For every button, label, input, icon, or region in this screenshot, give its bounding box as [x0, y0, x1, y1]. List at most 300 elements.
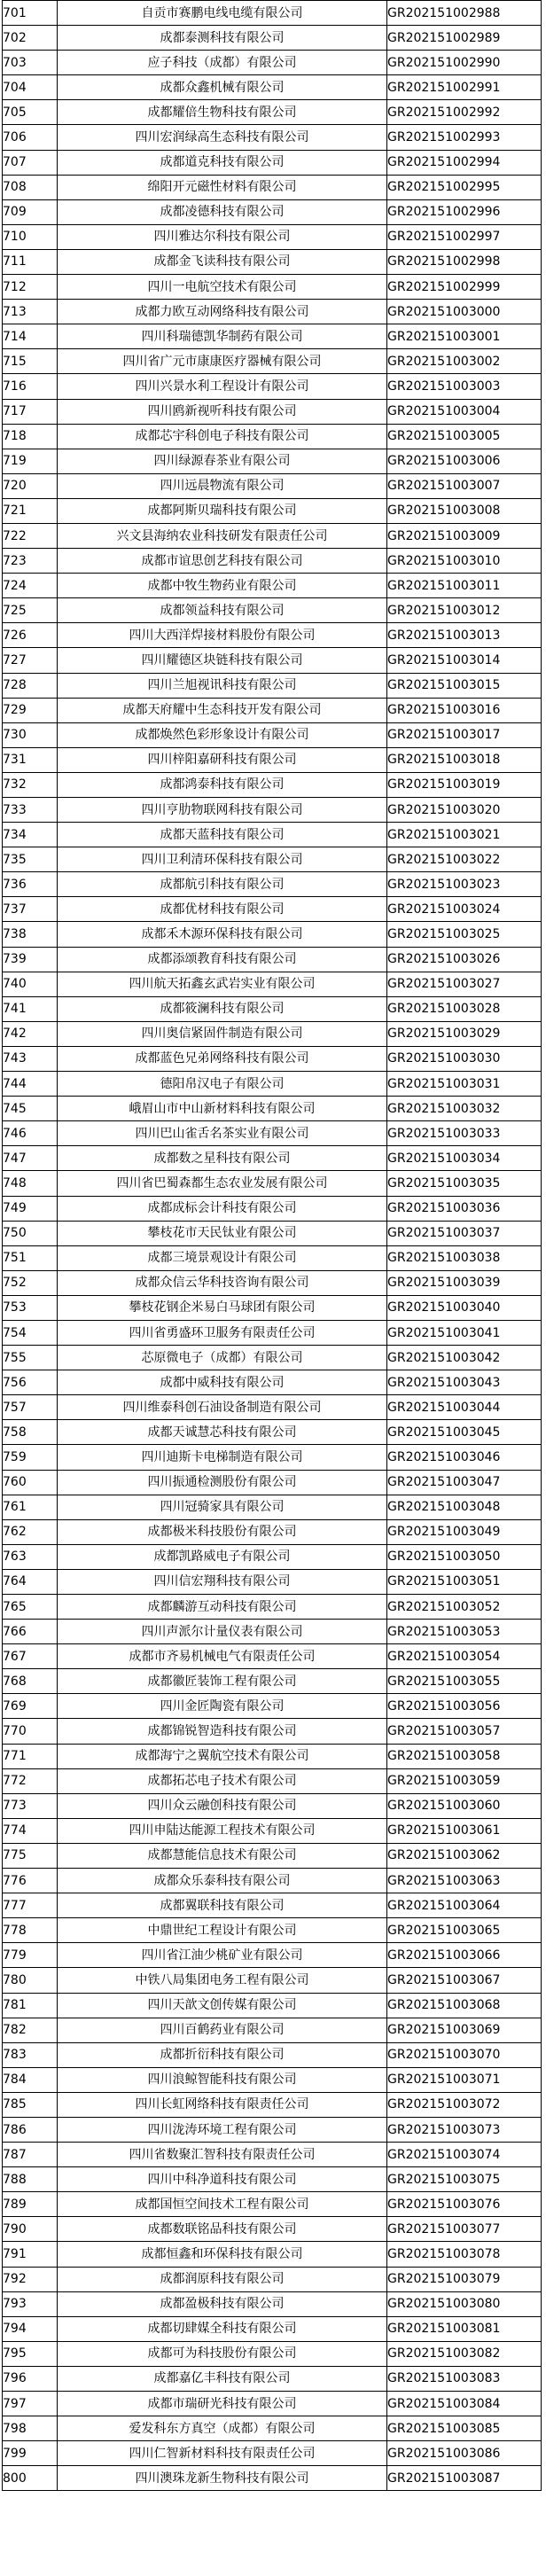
- certificate-number: GR202151003050: [387, 1544, 542, 1569]
- row-number: 724: [3, 574, 58, 598]
- company-name: 成都市齐易机械电气有限责任公司: [58, 1644, 387, 1669]
- certificate-number: GR202151003019: [387, 772, 542, 797]
- company-name: 成都徽匠装饰工程有限公司: [58, 1669, 387, 1694]
- table-row: [3, 1595, 542, 1620]
- row-number: 784: [3, 2067, 58, 2092]
- company-name: 四川浪鲸智能科技有限公司: [58, 2067, 387, 2092]
- row-number: 705: [3, 100, 58, 125]
- certificate-number: GR202151003005: [387, 424, 542, 449]
- table-row: [3, 1295, 542, 1320]
- row-number: 738: [3, 922, 58, 947]
- table-row: [3, 1346, 542, 1370]
- certificate-number: GR202151002999: [387, 275, 542, 300]
- certificate-number: GR202151003062: [387, 1843, 542, 1868]
- row-number: 766: [3, 1620, 58, 1644]
- company-name: 四川众云融创科技有限公司: [58, 1793, 387, 1818]
- certificate-number: GR202151003039: [387, 1270, 542, 1295]
- table-row: [3, 549, 542, 574]
- company-name: 芯原微电子（成都）有限公司: [58, 1346, 387, 1370]
- company-name: 成都凌德科技有限公司: [58, 199, 387, 224]
- company-name: 成都力欧互动网络科技有限公司: [58, 300, 387, 324]
- row-number: 721: [3, 498, 58, 523]
- company-name: 兴文县海纳农业科技研发有限责任公司: [58, 523, 387, 548]
- row-number: 753: [3, 1295, 58, 1320]
- certificate-number: GR202151003044: [387, 1395, 542, 1420]
- certificate-number: GR202151003018: [387, 747, 542, 772]
- table-row: [3, 598, 542, 623]
- table-row: [3, 1420, 542, 1445]
- row-number: 776: [3, 1869, 58, 1893]
- certificate-number: GR202151003048: [387, 1495, 542, 1519]
- certificate-number: GR202151003020: [387, 798, 542, 823]
- company-name: 攀枝花钢企米易白马球团有限公司: [58, 1295, 387, 1320]
- certificate-number: GR202151003060: [387, 1793, 542, 1818]
- table-row: [3, 125, 542, 150]
- certificate-number: GR202151003033: [387, 1121, 542, 1146]
- row-number: 716: [3, 374, 58, 399]
- company-name: 成都极米科技股份有限公司: [58, 1519, 387, 1544]
- row-number: 777: [3, 1893, 58, 1918]
- certificate-number: GR202151003054: [387, 1644, 542, 1669]
- row-number: 750: [3, 1221, 58, 1245]
- certificate-number: GR202151003027: [387, 972, 542, 996]
- certificate-number: GR202151003006: [387, 449, 542, 473]
- certificate-number: GR202151003045: [387, 1420, 542, 1445]
- certificate-number: GR202151003049: [387, 1519, 542, 1544]
- certificate-number: GR202151002991: [387, 75, 542, 100]
- certificate-number: GR202151003043: [387, 1370, 542, 1395]
- certificate-number: GR202151003067: [387, 1968, 542, 1993]
- row-number: 778: [3, 1918, 58, 1943]
- certificate-number: GR202151003073: [387, 2117, 542, 2142]
- company-name: 绵阳开元磁性材料有限公司: [58, 175, 387, 199]
- company-name: 四川亨肋物联网科技有限公司: [58, 798, 387, 823]
- table-row: [3, 324, 542, 349]
- row-number: 736: [3, 872, 58, 897]
- company-name: 四川天歆文创传媒有限公司: [58, 1993, 387, 2018]
- company-name: 成都翼联科技有限公司: [58, 1893, 387, 1918]
- certificate-number: GR202151003085: [387, 2416, 542, 2441]
- row-number: 779: [3, 1943, 58, 1968]
- company-name: 攀枝花市天民钛业有限公司: [58, 1221, 387, 1245]
- row-number: 743: [3, 1046, 58, 1071]
- table-row: [3, 1993, 542, 2018]
- certificate-number: GR202151003038: [387, 1245, 542, 1270]
- row-number: 722: [3, 523, 58, 548]
- row-number: 754: [3, 1320, 58, 1345]
- table-row: [3, 1569, 542, 1594]
- company-name: 四川金匠陶瓷有限公司: [58, 1694, 387, 1719]
- table-row: [3, 996, 542, 1021]
- row-number: 704: [3, 75, 58, 100]
- table-row: [3, 2018, 542, 2042]
- row-number: 758: [3, 1420, 58, 1445]
- row-number: 755: [3, 1346, 58, 1370]
- certificate-number: GR202151003064: [387, 1893, 542, 1918]
- row-number: 769: [3, 1694, 58, 1719]
- certificate-number: GR202151003051: [387, 1569, 542, 1594]
- table-row: [3, 2167, 542, 2192]
- company-name: 成都筱澜科技有限公司: [58, 996, 387, 1021]
- certificate-number: GR202151003075: [387, 2167, 542, 2192]
- table-row: [3, 698, 542, 722]
- row-number: 749: [3, 1196, 58, 1221]
- table-row: [3, 722, 542, 747]
- table-row: [3, 2291, 542, 2316]
- row-number: 729: [3, 698, 58, 722]
- row-number: 761: [3, 1495, 58, 1519]
- company-name: 成都凯路威电子有限公司: [58, 1544, 387, 1569]
- table-row: [3, 1270, 542, 1295]
- certificate-number: GR202151003078: [387, 2242, 542, 2267]
- certificate-number: GR202151003065: [387, 1918, 542, 1943]
- certificate-number: GR202151003030: [387, 1046, 542, 1071]
- certificate-number: GR202151003084: [387, 2392, 542, 2416]
- table-row: [3, 1046, 542, 1071]
- table-row: [3, 1694, 542, 1719]
- company-name: 四川科瑞德凯华制药有限公司: [58, 324, 387, 349]
- certificate-number: GR202151003055: [387, 1669, 542, 1694]
- company-name: 成都道克科技有限公司: [58, 150, 387, 175]
- table-row: [3, 1097, 542, 1121]
- row-number: 765: [3, 1595, 58, 1620]
- company-name: 成都蓝色兄弟网络科技有限公司: [58, 1046, 387, 1071]
- row-number: 767: [3, 1644, 58, 1669]
- company-name: 四川中科净道科技有限公司: [58, 2167, 387, 2192]
- company-name: 成都折衍科技有限公司: [58, 2042, 387, 2067]
- company-name: 四川一电航空技术有限公司: [58, 275, 387, 300]
- table-row: [3, 374, 542, 399]
- row-number: 751: [3, 1245, 58, 1270]
- row-number: 715: [3, 349, 58, 374]
- row-number: 792: [3, 2267, 58, 2291]
- table-row: [3, 1196, 542, 1221]
- table-row: [3, 1818, 542, 1843]
- certificate-number: GR202151003057: [387, 1719, 542, 1744]
- certificate-number: GR202151003041: [387, 1320, 542, 1345]
- row-number: 740: [3, 972, 58, 996]
- table-row: [3, 1544, 542, 1569]
- company-name: 成都三境景观设计有限公司: [58, 1245, 387, 1270]
- table-row: [3, 175, 542, 199]
- certificate-number: GR202151003022: [387, 847, 542, 872]
- certificate-number: GR202151002988: [387, 1, 542, 26]
- company-name: 四川航天拓鑫玄武岩实业有限公司: [58, 972, 387, 996]
- row-number: 775: [3, 1843, 58, 1868]
- company-name: 成都航引科技有限公司: [58, 872, 387, 897]
- company-name: 成都盈极科技有限公司: [58, 2291, 387, 2316]
- row-number: 703: [3, 51, 58, 75]
- company-name: 四川泷涛环境工程有限公司: [58, 2117, 387, 2142]
- table-row: [3, 1021, 542, 1046]
- company-name: 成都市瑞研光科技有限公司: [58, 2392, 387, 2416]
- certificate-number: GR202151003017: [387, 722, 542, 747]
- table-row: [3, 1121, 542, 1146]
- table-row: [3, 150, 542, 175]
- table-row: [3, 1869, 542, 1893]
- row-number: 795: [3, 2341, 58, 2366]
- table-row: [3, 972, 542, 996]
- row-number: 720: [3, 473, 58, 498]
- company-name: 成都天蓝科技有限公司: [58, 823, 387, 847]
- table-row: [3, 26, 542, 51]
- table-row: [3, 897, 542, 922]
- certificate-number: GR202151002993: [387, 125, 542, 150]
- company-name: 四川鸥新视听科技有限公司: [58, 399, 387, 424]
- table-row: [3, 648, 542, 673]
- row-number: 746: [3, 1121, 58, 1146]
- company-name: 成都阿斯贝瑞科技有限公司: [58, 498, 387, 523]
- certificate-number: GR202151003002: [387, 349, 542, 374]
- table-row: [3, 1146, 542, 1171]
- table-row: [3, 1768, 542, 1793]
- certificate-number: GR202151003068: [387, 1993, 542, 2018]
- certificate-number: GR202151003032: [387, 1097, 542, 1121]
- row-number: 763: [3, 1544, 58, 1569]
- company-name: 自贡市赛鹏电线电缆有限公司: [58, 1, 387, 26]
- company-name: 成都锦锐智造科技有限公司: [58, 1719, 387, 1744]
- company-name: 中鼎世纪工程设计有限公司: [58, 1918, 387, 1943]
- row-number: 793: [3, 2291, 58, 2316]
- row-number: 714: [3, 324, 58, 349]
- company-name: 成都慧能信息技术有限公司: [58, 1843, 387, 1868]
- certificate-number: GR202151003028: [387, 996, 542, 1021]
- company-name: 四川远晨物流有限公司: [58, 473, 387, 498]
- certificate-number: GR202151003077: [387, 2217, 542, 2242]
- row-number: 735: [3, 847, 58, 872]
- row-number: 790: [3, 2217, 58, 2242]
- table-row: [3, 1445, 542, 1470]
- table-row: [3, 1320, 542, 1345]
- company-name: 成都可为科技股份有限公司: [58, 2341, 387, 2366]
- certificate-number: GR202151003080: [387, 2291, 542, 2316]
- row-number: 760: [3, 1470, 58, 1495]
- certificate-number: GR202151003015: [387, 673, 542, 698]
- row-number: 731: [3, 747, 58, 772]
- certificate-number: GR202151003056: [387, 1694, 542, 1719]
- table-row: [3, 2217, 542, 2242]
- company-name: 成都芯宇科创电子科技有限公司: [58, 424, 387, 449]
- table-row: [3, 2192, 542, 2217]
- company-name: 四川百鹤药业有限公司: [58, 2018, 387, 2042]
- company-name: 成都市谊思创艺科技有限公司: [58, 549, 387, 574]
- company-name: 成都添颂教育科技有限公司: [58, 947, 387, 972]
- table-row: [3, 2092, 542, 2117]
- company-name: 成都数之星科技有限公司: [58, 1146, 387, 1171]
- table-row: [3, 523, 542, 548]
- certificate-number: GR202151003011: [387, 574, 542, 598]
- company-name: 四川澳珠龙新生物科技有限公司: [58, 2466, 387, 2491]
- certificate-number: GR202151003069: [387, 2018, 542, 2042]
- table-row: [3, 1245, 542, 1270]
- row-number: 796: [3, 2366, 58, 2391]
- company-name: 成都天府耀中生态科技开发有限公司: [58, 698, 387, 722]
- company-name: 四川雅达尔科技有限公司: [58, 224, 387, 249]
- table-row: [3, 574, 542, 598]
- company-name: 德阳帛汉电子有限公司: [58, 1072, 387, 1097]
- certificate-number: GR202151003007: [387, 473, 542, 498]
- certificate-number: GR202151003083: [387, 2366, 542, 2391]
- company-name: 成都众鑫机械有限公司: [58, 75, 387, 100]
- company-name: 四川信宏翔科技有限公司: [58, 1569, 387, 1594]
- certificate-number: GR202151003023: [387, 872, 542, 897]
- row-number: 768: [3, 1669, 58, 1694]
- table-row: [3, 798, 542, 823]
- row-number: 723: [3, 549, 58, 574]
- row-number: 737: [3, 897, 58, 922]
- table-row: [3, 1519, 542, 1544]
- row-number: 783: [3, 2042, 58, 2067]
- table-row: [3, 2117, 542, 2142]
- table-row: [3, 1793, 542, 1818]
- company-name: 四川省江油少桃矿业有限公司: [58, 1943, 387, 1968]
- table-row: [3, 747, 542, 772]
- table-row: [3, 349, 542, 374]
- table-row: [3, 2316, 542, 2341]
- table-row: [3, 1072, 542, 1097]
- certificate-number: GR202151003000: [387, 300, 542, 324]
- certificate-number: GR202151003076: [387, 2192, 542, 2217]
- company-name: 成都切肆媒全科技有限公司: [58, 2316, 387, 2341]
- certificate-number: GR202151003066: [387, 1943, 542, 1968]
- certificate-number: GR202151003042: [387, 1346, 542, 1370]
- company-name: 成都焕然色彩形象设计有限公司: [58, 722, 387, 747]
- row-number: 770: [3, 1719, 58, 1744]
- table-row: [3, 823, 542, 847]
- table-row: [3, 498, 542, 523]
- row-number: 710: [3, 224, 58, 249]
- table-row: [3, 922, 542, 947]
- company-name: 成都鸿泰科技有限公司: [58, 772, 387, 797]
- row-number: 791: [3, 2242, 58, 2267]
- company-name: 成都海宁之翼航空技术有限公司: [58, 1744, 387, 1768]
- table-row: [3, 847, 542, 872]
- company-name: 应子科技（成都）有限公司: [58, 51, 387, 75]
- certificate-number: GR202151002992: [387, 100, 542, 125]
- certificate-number: GR202151002994: [387, 150, 542, 175]
- company-name: 成都众信云华科技咨询有限公司: [58, 1270, 387, 1295]
- row-number: 774: [3, 1818, 58, 1843]
- row-number: 772: [3, 1768, 58, 1793]
- row-number: 742: [3, 1021, 58, 1046]
- company-name: 成都泰测科技有限公司: [58, 26, 387, 51]
- row-number: 701: [3, 1, 58, 26]
- certificate-number: GR202151003063: [387, 1869, 542, 1893]
- certificate-number: GR202151003031: [387, 1072, 542, 1097]
- row-number: 782: [3, 2018, 58, 2042]
- certificate-number: GR202151003034: [387, 1146, 542, 1171]
- row-number: 713: [3, 300, 58, 324]
- row-number: 797: [3, 2392, 58, 2416]
- certificate-number: GR202151003087: [387, 2466, 542, 2491]
- company-name: 峨眉山市中山新材料科技有限公司: [58, 1097, 387, 1121]
- table-row: [3, 449, 542, 473]
- certificate-number: GR202151003036: [387, 1196, 542, 1221]
- certificate-number: GR202151003037: [387, 1221, 542, 1245]
- company-name: 成都众乐泰科技有限公司: [58, 1869, 387, 1893]
- table-row: [3, 1620, 542, 1644]
- row-number: 759: [3, 1445, 58, 1470]
- company-name: 成都数联铭品科技有限公司: [58, 2217, 387, 2242]
- certificate-number: GR202151003001: [387, 324, 542, 349]
- certificate-number: GR202151003047: [387, 1470, 542, 1495]
- company-name: 四川耀德区块链科技有限公司: [58, 648, 387, 673]
- table-row: [3, 1744, 542, 1768]
- row-number: 780: [3, 1968, 58, 1993]
- table-row: [3, 1370, 542, 1395]
- table-row: [3, 1719, 542, 1744]
- company-name: 四川维泰科创石油设备制造有限公司: [58, 1395, 387, 1420]
- company-name: 四川省数聚汇智科技有限责任公司: [58, 2143, 387, 2167]
- table-row: [3, 199, 542, 224]
- company-name: 四川申陆达能源工程技术有限公司: [58, 1818, 387, 1843]
- table-row: [3, 1968, 542, 1993]
- row-number: 771: [3, 1744, 58, 1768]
- table-row: [3, 1395, 542, 1420]
- company-name: 四川声派尔计量仪表有限公司: [58, 1620, 387, 1644]
- certificate-number: GR202151003021: [387, 823, 542, 847]
- row-number: 798: [3, 2416, 58, 2441]
- row-number: 794: [3, 2316, 58, 2341]
- company-name: 四川仁智新材料科技有限责任公司: [58, 2441, 387, 2466]
- company-name: 四川长虹网络科技有限责任公司: [58, 2092, 387, 2117]
- row-number: 718: [3, 424, 58, 449]
- company-name: 四川振通检测股份有限公司: [58, 1470, 387, 1495]
- table-body: [3, 1, 542, 2491]
- company-name: 成都禾木源环保科技有限公司: [58, 922, 387, 947]
- certificate-number: GR202151003071: [387, 2067, 542, 2092]
- table-row: [3, 1943, 542, 1968]
- row-number: 788: [3, 2167, 58, 2192]
- certificate-number: GR202151003070: [387, 2042, 542, 2067]
- table-row: [3, 947, 542, 972]
- company-name: 成都领益科技有限公司: [58, 598, 387, 623]
- certificate-number: GR202151002997: [387, 224, 542, 249]
- row-number: 733: [3, 798, 58, 823]
- row-number: 711: [3, 249, 58, 274]
- table-row: [3, 51, 542, 75]
- company-name: 四川省巴蜀森都生态农业发展有限公司: [58, 1171, 387, 1196]
- table-row: [3, 300, 542, 324]
- certificate-number: GR202151003082: [387, 2341, 542, 2366]
- company-name: 成都国恒空间技术工程有限公司: [58, 2192, 387, 2217]
- company-name: 四川大西洋焊接材料股份有限公司: [58, 623, 387, 648]
- row-number: 730: [3, 722, 58, 747]
- company-name: 成都麟游互动科技有限公司: [58, 1595, 387, 1620]
- row-number: 712: [3, 275, 58, 300]
- table-row: [3, 772, 542, 797]
- table-row: [3, 2341, 542, 2366]
- company-name: 中铁八局集团电务工程有限公司: [58, 1968, 387, 1993]
- company-name: 成都耀倍生物科技有限公司: [58, 100, 387, 125]
- table-row: [3, 1918, 542, 1943]
- certificate-number: GR202151003016: [387, 698, 542, 722]
- table-row: [3, 100, 542, 125]
- table-row: [3, 275, 542, 300]
- row-number: 757: [3, 1395, 58, 1420]
- certificate-number: GR202151003079: [387, 2267, 542, 2291]
- company-name: 四川宏润绿高生态科技有限公司: [58, 125, 387, 150]
- row-number: 773: [3, 1793, 58, 1818]
- table-row: [3, 424, 542, 449]
- table-row: [3, 2392, 542, 2416]
- table-row: [3, 673, 542, 698]
- table-row: [3, 1669, 542, 1694]
- company-name: 成都恒鑫和环保科技有限公司: [58, 2242, 387, 2267]
- table-row: [3, 2067, 542, 2092]
- table-row: [3, 2441, 542, 2466]
- table-row: [3, 872, 542, 897]
